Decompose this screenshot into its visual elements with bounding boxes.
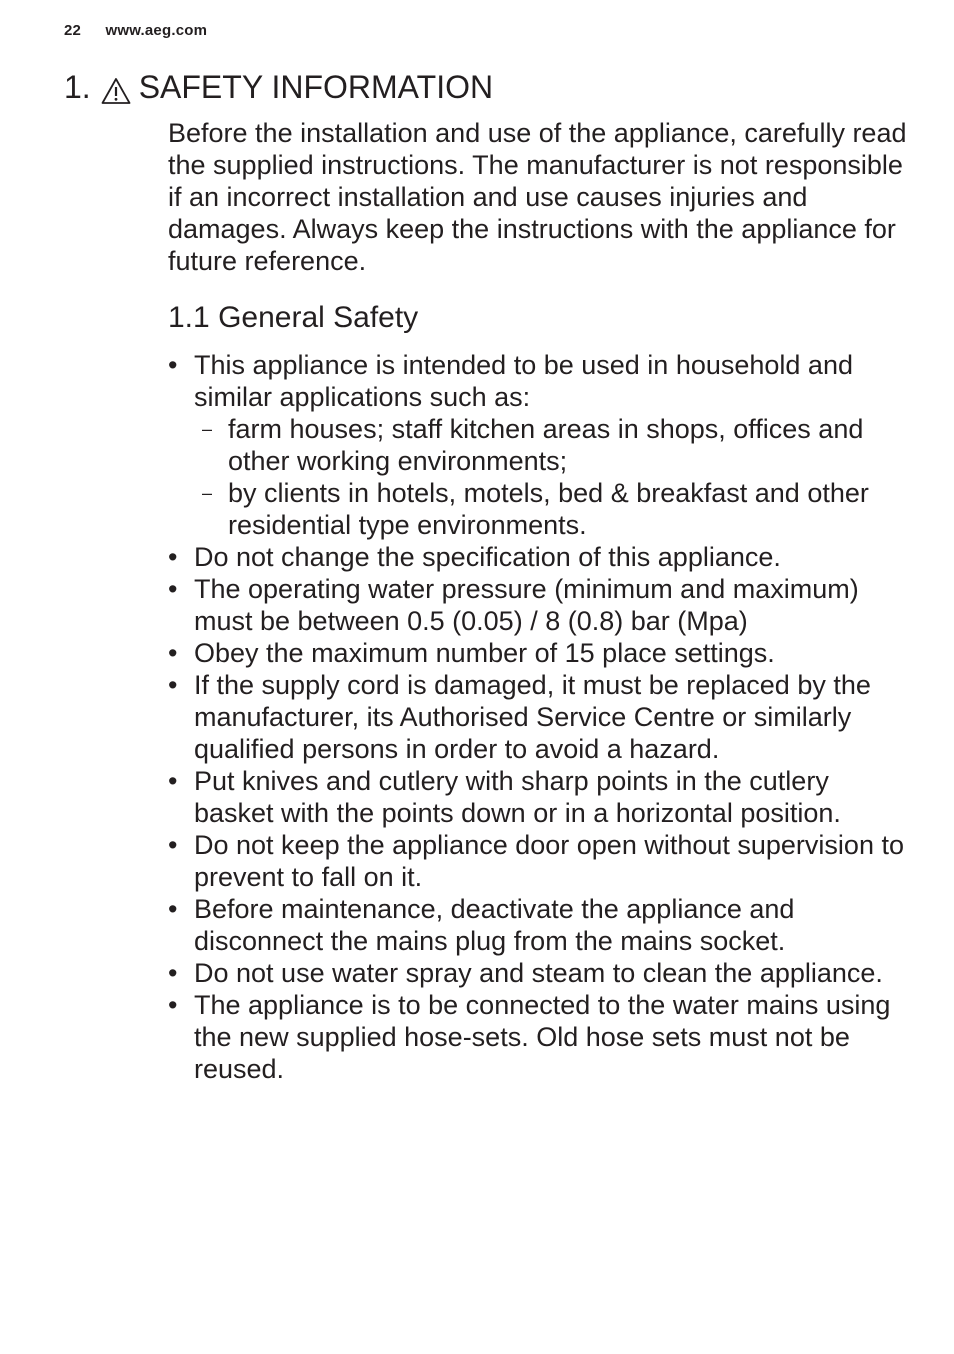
list-item [168,989,913,1085]
bullet-marker: • [168,990,178,1020]
list-item [168,957,913,989]
list-item [168,637,913,669]
list-item-text: The operating water pressure (minimum and maximum) must be between 0.5 (0.05) / 8 (0.8) bar (Mpa) [194,574,859,636]
section-number: 1.1 [168,301,210,334]
list-item-text: Before maintenance, deactivate the appliance and disconnect the mains plug from the mains socket. [194,894,795,956]
sub-list-item [194,413,913,477]
chapter-number: 1. [64,69,91,105]
list-item-text: Do not change the specification of this appliance. [194,542,781,572]
main-content [168,117,913,1085]
sub-list-item [194,477,913,541]
list-item [168,893,913,957]
bullet-marker: • [168,958,178,988]
list-item [168,541,913,573]
intro-paragraph: Before the installation and use of the appliance, carefully read the supplied instructions. The manufacturer is not responsible if an incorrect installation and use causes injuries and damages. Always keep the instructions with the appliance for future reference. [168,118,907,276]
bullet-marker: • [168,894,178,924]
warning-triangle-icon [101,73,131,101]
list-item-text: Do not use water spray and steam to clean the appliance. [194,958,883,988]
bullet-marker: • [168,574,178,604]
list-item-text: Put knives and cutlery with sharp points in the cutlery basket with the points down or in a horizontal position. [194,766,841,828]
bullet-marker: • [168,830,178,860]
dash-marker: – [202,419,213,439]
list-item-text: This appliance is intended to be used in household and similar applications such as: [194,350,853,412]
page-number: 22 [64,22,82,39]
list-item-text: If the supply cord is damaged, it must be replaced by the manufacturer, its Authorised Service Centre or similarly qualified persons in order to avoid a hazard. [194,670,871,764]
page-header [64,22,207,39]
sub-list-item-text: by clients in hotels, motels, bed & breakfast and other residential type environments. [228,478,869,540]
list-item [168,349,913,541]
bullet-marker: • [168,350,178,380]
bullet-marker: • [168,542,178,572]
list-item [168,573,913,637]
bullet-marker: • [168,638,178,668]
bullet-marker: • [168,670,178,700]
section-heading-text: General Safety [218,301,419,334]
dash-marker: – [202,483,213,503]
list-item-text: Do not keep the appliance door open without supervision to prevent to fall on it. [194,830,904,892]
list-item [168,765,913,829]
bullet-marker: • [168,766,178,796]
chapter-title [64,66,493,108]
list-item-text: Obey the maximum number of 15 place settings. [194,638,775,668]
safety-list [168,349,913,1085]
section-title [168,298,913,338]
list-item [168,829,913,893]
chapter-heading-text: SAFETY INFORMATION [138,69,494,105]
list-item-text: The appliance is to be connected to the water mains using the new supplied hose-sets. Old hose sets must not be reused. [194,990,891,1084]
website-url: www.aeg.com [105,22,208,39]
sub-list [194,413,913,541]
list-item [168,669,913,765]
sub-list-item-text: farm houses; staff kitchen areas in shops, offices and other working environments; [228,414,864,476]
